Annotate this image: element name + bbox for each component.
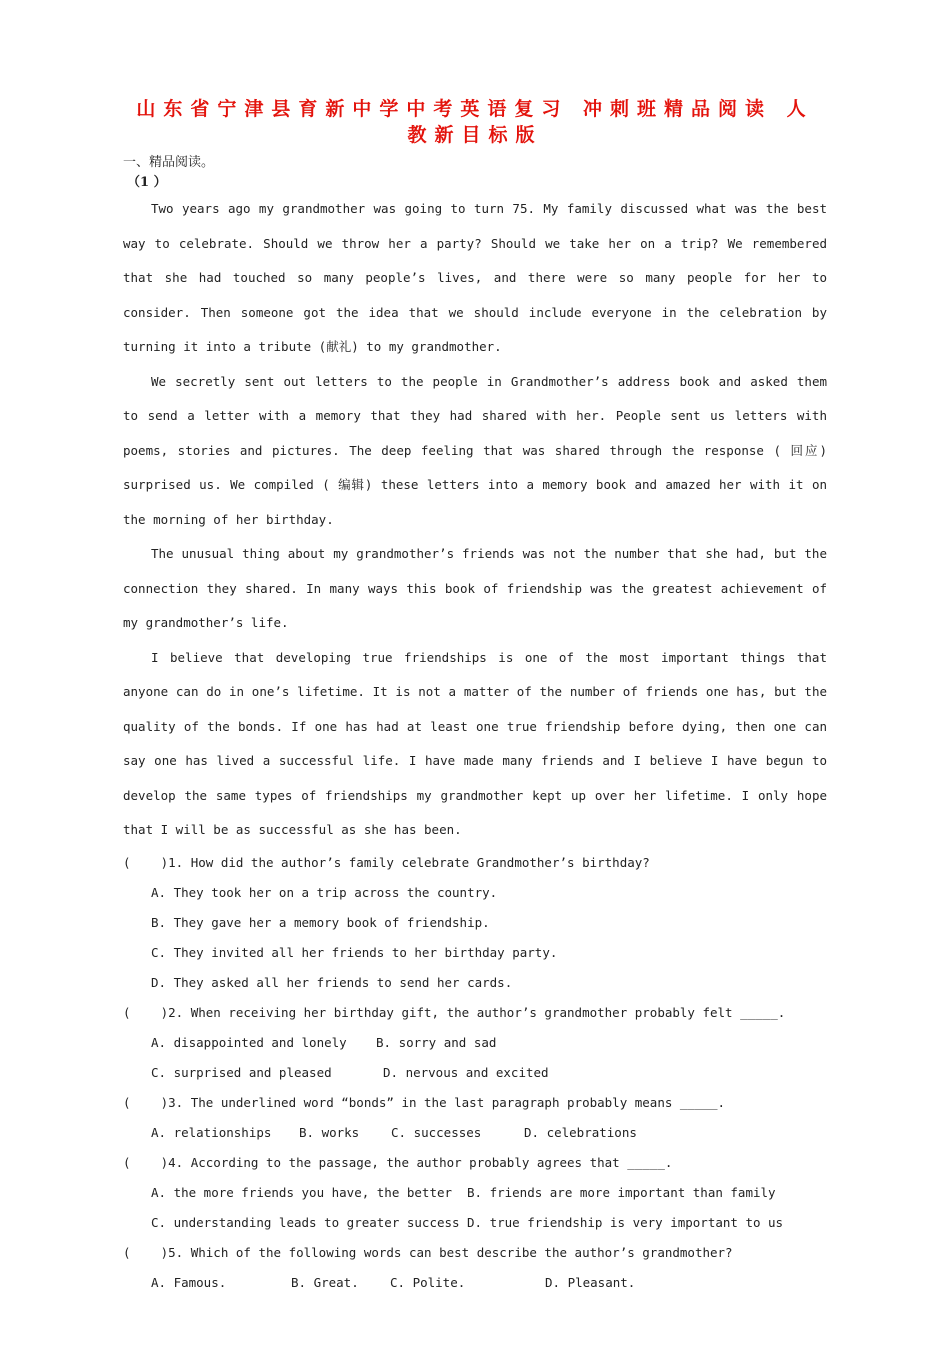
q3-option-b: B. works xyxy=(299,1124,360,1140)
passage xyxy=(123,192,827,848)
q5-option-a: A. Famous. xyxy=(151,1274,227,1290)
q1-option-b: B. They gave her a memory book of friendship. xyxy=(151,914,490,930)
q5-option-c: C. Polite. xyxy=(390,1274,466,1290)
paragraph-4: I believe that developing true friendships is one of the most important things that anyone can do in one’s lifetime. It is not a matter of the number of friends one has, but the quality of the bonds. If one has had at least one true friendship before dying, then one can say one has lived a successful life. I have made many friends and I believe I have begun to develop the same types of friendships my grandmother kept up over her lifetime. I only hope that I will be as successful as she has been. xyxy=(123,649,827,837)
question-2: ( )2. When receiving her birthday gift, the author’s grandmother probably felt _____. xyxy=(123,1004,786,1020)
paragraph-1: Two years ago my grandmother was going to turn 75. My family discussed what was the best way to celebrate. Should we throw her a party? Should we take her on a trip? We remembered that she had touched so many people’s lives, and there were so many people for her to consider. Then someone got the idea that we should include everyone in the celebration by turning it into a tribute (献礼) to my grandmother. xyxy=(123,201,827,354)
q5-options-row xyxy=(123,1268,827,1298)
q1-option-c: C. They invited all her friends to her birthday party. xyxy=(151,944,558,960)
passage-number: （1 ） xyxy=(127,175,167,190)
question-list xyxy=(123,848,827,1298)
q2-option-b: B. sorry and sad xyxy=(376,1034,497,1050)
q4-options-row-1 xyxy=(123,1178,827,1208)
title-line-2: 教新目标版 xyxy=(407,124,543,146)
q2-option-c: C. surprised and pleased xyxy=(151,1064,332,1080)
q3-option-a: A. relationships xyxy=(151,1124,272,1140)
paragraph-2: We secretly sent out letters to the people in Grandmother’s address book and asked them to send a letter with a memory that they had shared with her. People sent us letters with poems, stories and pictures. The deep feeling that was shared through the response ( 回应) surprised us. We compiled ( 编辑) these letters into a memory book and amazed her with it on the morning of her birthday. xyxy=(123,373,827,527)
q5-option-b: B. Great. xyxy=(291,1274,359,1290)
q4-option-a: A. the more friends you have, the better xyxy=(151,1184,453,1200)
q3-option-c: C. successes xyxy=(391,1124,482,1140)
document-title xyxy=(123,96,827,148)
q2-options-row-1 xyxy=(123,1028,827,1058)
paragraph-3: The unusual thing about my grandmother’s friends was not the number that she had, but the connection they shared. In many ways this book of friendship was the greatest achievement of my grandmother’s life. xyxy=(123,546,827,630)
q3-option-d: D. celebrations xyxy=(524,1124,637,1140)
section-heading: 一、精品阅读。 xyxy=(123,155,215,170)
question-5: ( )5. Which of the following words can best describe the author’s grandmother? xyxy=(123,1244,733,1260)
q4-option-d: D. true friendship is very important to us xyxy=(467,1214,784,1230)
q4-option-b: B. friends are more important than family xyxy=(467,1184,776,1200)
q5-option-d: D. Pleasant. xyxy=(545,1274,636,1290)
question-4: ( )4. According to the passage, the author probably agrees that _____. xyxy=(123,1154,673,1170)
q4-option-c: C. understanding leads to greater success xyxy=(151,1214,460,1230)
q1-option-a: A. They took her on a trip across the country. xyxy=(151,884,498,900)
q2-option-a: A. disappointed and lonely xyxy=(151,1034,347,1050)
question-1: ( )1. How did the author’s family celebrate Grandmother’s birthday? xyxy=(123,854,650,870)
q2-options-row-2 xyxy=(123,1058,827,1088)
q1-option-d: D. They asked all her friends to send her cards. xyxy=(151,974,513,990)
document-page xyxy=(123,96,827,1298)
question-3: ( )3. The underlined word “bonds” in the last paragraph probably means _____. xyxy=(123,1094,726,1110)
title-line-1: 山东省宁津县育新中学中考英语复习 冲刺班精品阅读 人 xyxy=(136,98,814,120)
q3-options-row xyxy=(123,1118,827,1148)
q2-option-d: D. nervous and excited xyxy=(383,1064,549,1080)
q4-options-row-2 xyxy=(123,1208,827,1238)
